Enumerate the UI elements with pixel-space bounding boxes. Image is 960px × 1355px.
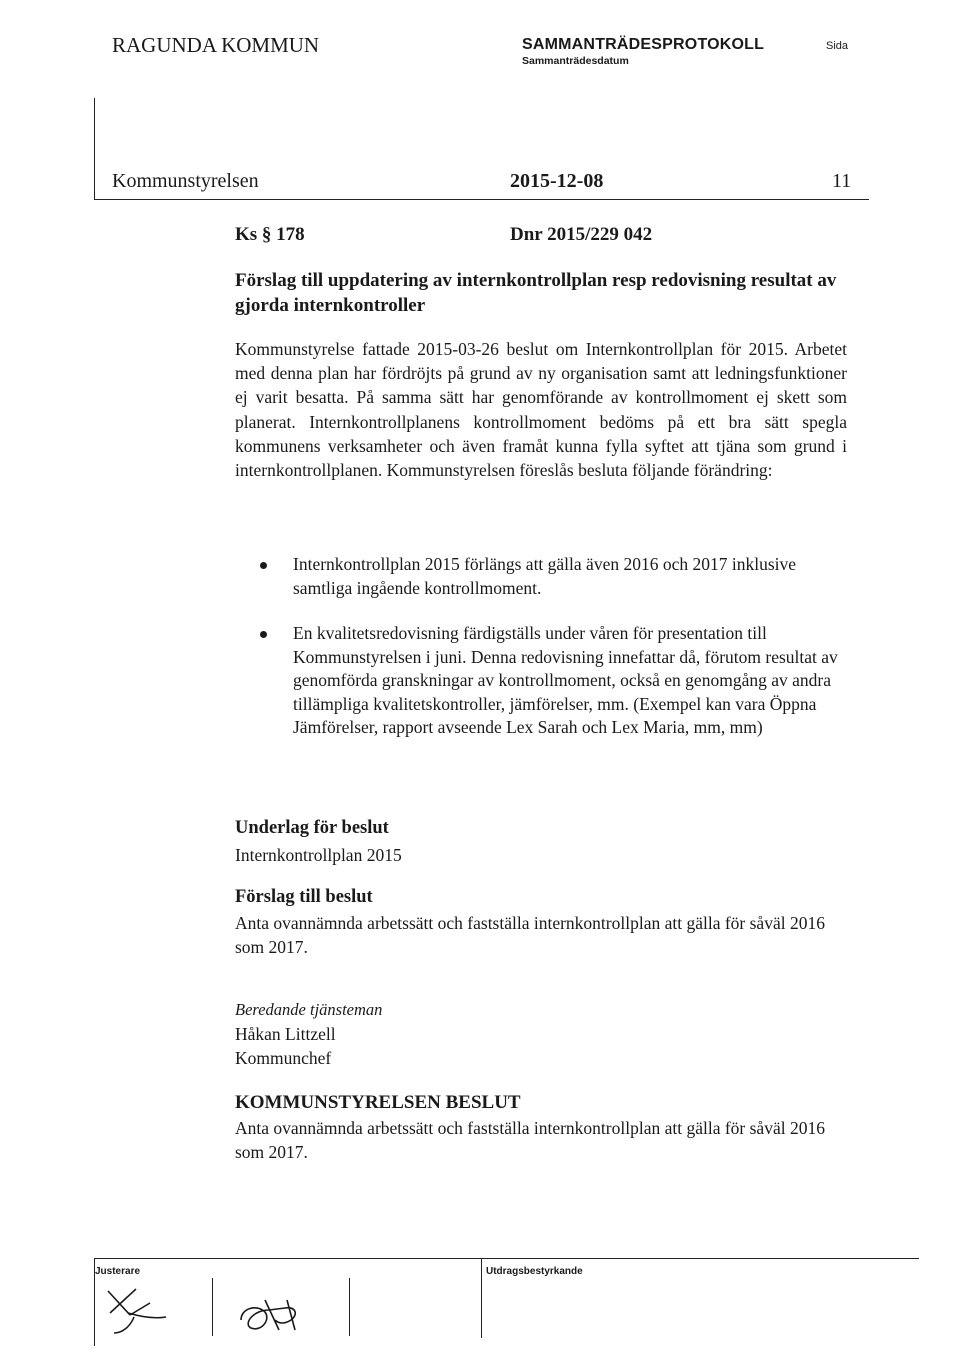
- list-item-text: Internkontrollplan 2015 förlängs att gälla även 2016 och 2017 inklusive samtliga ingående kontrollmoment.: [293, 554, 797, 598]
- document-title: Förslag till uppdatering av internkontrollplan resp redovisning resultat av gjorda internkontroller: [235, 270, 837, 316]
- signature-2-icon: [235, 1290, 315, 1340]
- justerare-label: Justerare: [95, 1266, 141, 1277]
- list-item: [235, 553, 847, 600]
- organization-name: RAGUNDA KOMMUN: [112, 33, 320, 57]
- list-item: [235, 622, 847, 740]
- underlag-text: Internkontrollplan 2015: [235, 845, 402, 865]
- footer-top-rule: [94, 1258, 919, 1259]
- page-label: Sida: [826, 40, 849, 52]
- beredande-title: Kommunchef: [235, 1048, 332, 1068]
- paragraph-id: Ks § 178: [235, 224, 305, 245]
- bullet-icon: [260, 562, 267, 569]
- signature-1-icon: [100, 1283, 170, 1338]
- meeting-date: 2015-12-08: [510, 170, 604, 192]
- intro-paragraph: Kommunstyrelse fattade 2015-03-26 beslut om Internkontrollplan för 2015. Arbetet med denna plan har fördröjts på grund av ny organisation samt att ledningsfunktioner ej varit besatta. På samma sätt har genomförande av kontrollmoment ej skett som planerat. Internkontrollplanens kontrollmoment bedöms på ett bra sätt spegla kommunens verksamheter och även framåt kunna fylla syftet att tjäna som grund i internkontrollplanen. Kommunstyrelsen föreslås besluta följande förändring:: [235, 339, 847, 481]
- page-number: 11: [832, 170, 852, 192]
- underlag-heading: Underlag för beslut: [235, 818, 389, 838]
- forslag-text: Anta ovannämnda arbetssätt och fastställa internkontrollplan att gälla för såväl 2016 som 2017.: [235, 913, 825, 957]
- footer-divider-2: [349, 1278, 350, 1336]
- protocol-title: SAMMANTRÄDESPROTOKOLL: [522, 36, 765, 53]
- forslag-heading: Förslag till beslut: [235, 887, 373, 907]
- list-item-text: En kvalitetsredovisning färdigställs under våren för presentation till Kommunstyrelsen i juni. Denna redovisning innefattar då, förutom resultat av genomförda granskningar av kontrollmoment, också en genomgång av andra tillämpliga kvalitetskontroller, jämförelser, mm. (Exempel kan vara Öppna Jämförelser, rapport avseende Lex Sarah och Lex Maria, mm, mm): [293, 623, 838, 737]
- bullet-icon: [260, 631, 267, 638]
- footer-divider-1: [212, 1278, 213, 1336]
- utdrag-label: Utdragsbestyrkande: [486, 1266, 583, 1277]
- beslut-heading: KOMMUNSTYRELSEN BESLUT: [235, 1092, 521, 1113]
- beredande-label: Beredande tjänsteman: [235, 1000, 383, 1019]
- beslut-text: Anta ovannämnda arbetssätt och fastställa internkontrollplan att gälla för såväl 2016 som 2017.: [235, 1118, 825, 1162]
- protocol-subtitle: Sammanträdesdatum: [522, 55, 629, 67]
- beredande-name: Håkan Littzell: [235, 1024, 336, 1044]
- footer-divider-3: [481, 1258, 482, 1338]
- committee-name: Kommunstyrelsen: [112, 170, 259, 192]
- header-left-rule: [94, 98, 95, 200]
- diary-number: Dnr 2015/229 042: [510, 224, 653, 245]
- proposal-list: [235, 553, 847, 762]
- header-bottom-rule: [94, 199, 869, 200]
